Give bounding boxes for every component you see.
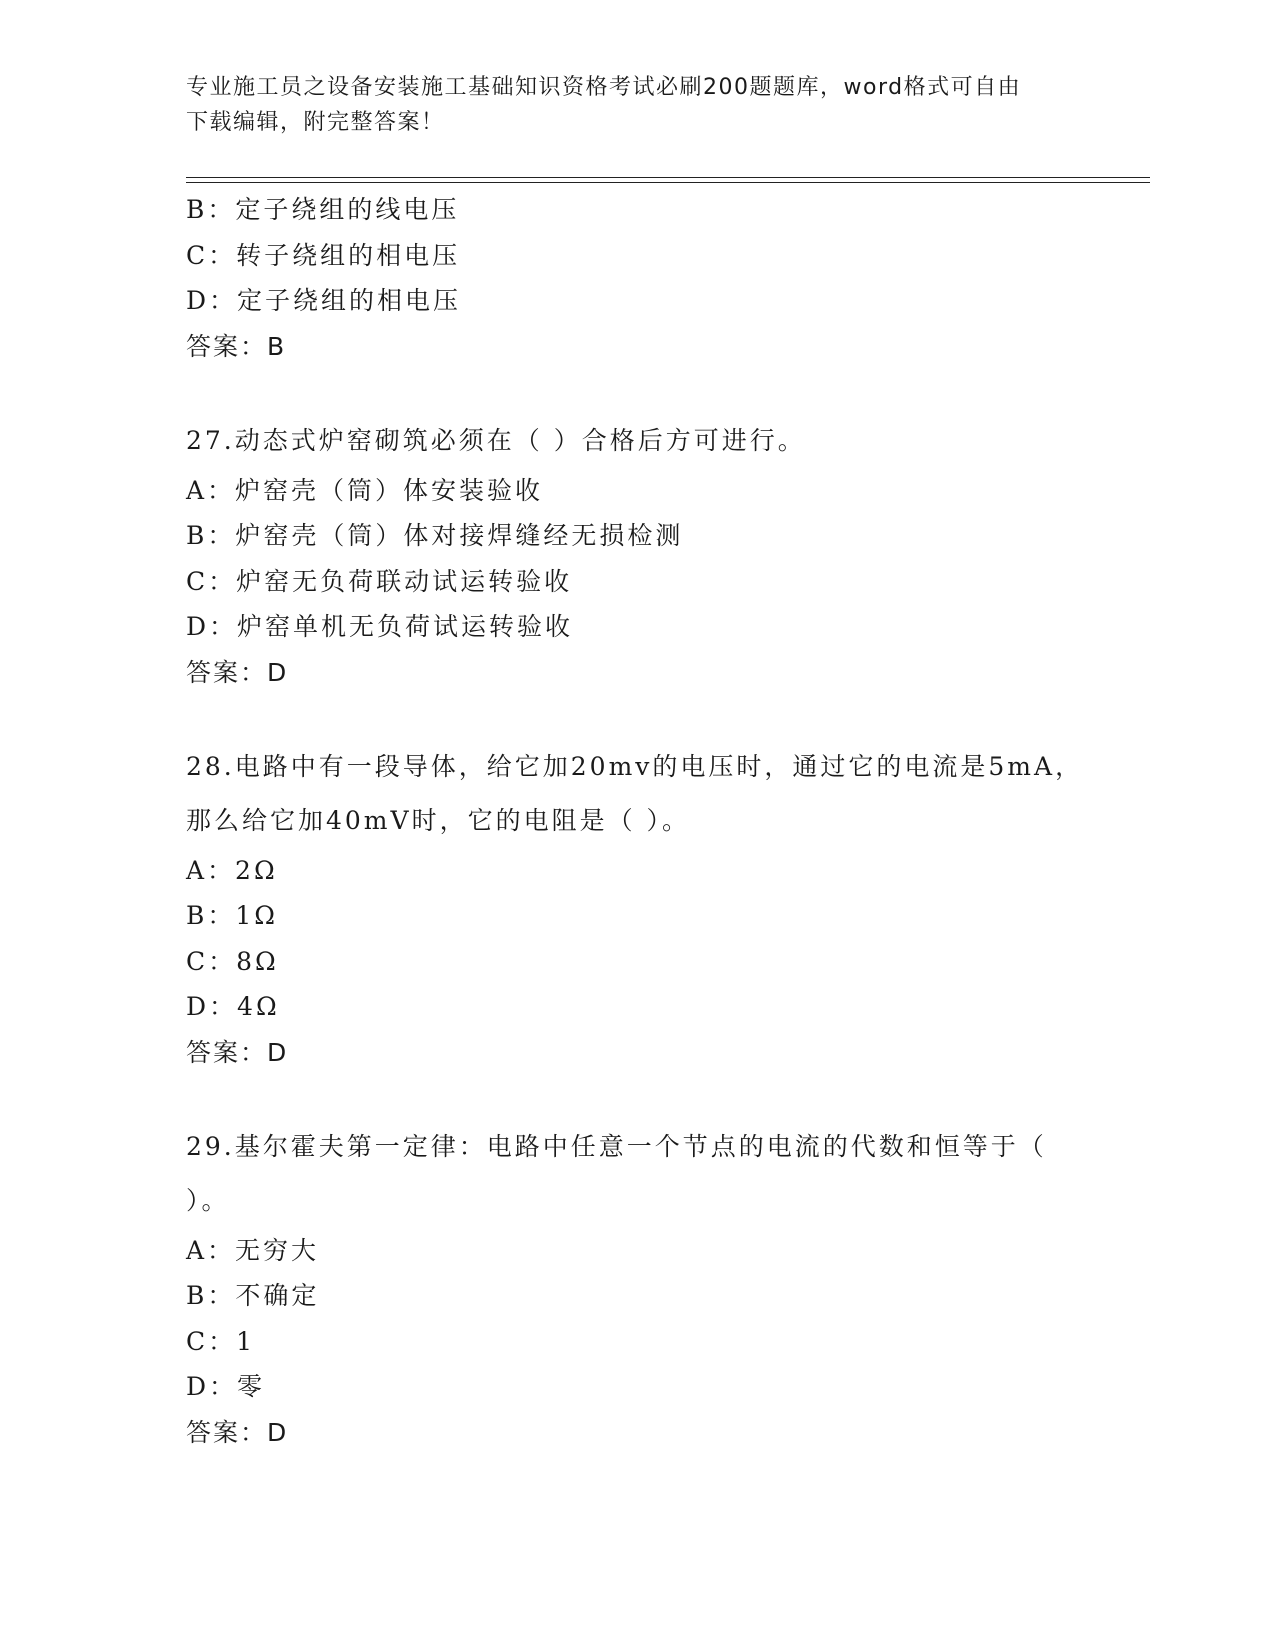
question-text-continued: ）。: [186, 1185, 230, 1215]
header-line-1: 专业施工员之设备安装施工基础知识资格考试必刷200题题库，word格式可自由: [186, 75, 1022, 100]
question-text: 29.基尔霍夫第一定律：电路中任意一个节点的电流的代数和恒等于（: [186, 1131, 1047, 1161]
option-c: C：8Ω: [186, 946, 279, 976]
option-c: C：转子绕组的相电压: [186, 240, 461, 270]
option-d: D：4Ω: [186, 992, 280, 1021]
option-a: A：炉窑壳（筒）体安装验收: [186, 475, 544, 505]
option-b: B：不确定: [186, 1281, 320, 1310]
question-29: [186, 1120, 1066, 1456]
option-d: D：炉窑单机无负荷试运转验收: [186, 612, 574, 641]
option-c: C：炉窑无负荷联动试运转验收: [186, 566, 573, 596]
question-text: 28.电路中有一段导体，给它加20mv的电压时，通过它的电流是5mA，: [186, 751, 1084, 781]
option-d: D：定子绕组的相电压: [186, 286, 462, 315]
answer-line: 答案：D: [186, 1417, 289, 1447]
header-divider-bottom: [186, 182, 1150, 183]
question-27: [186, 414, 1066, 696]
header-line-2: 下载编辑，附完整答案！: [186, 110, 445, 135]
option-c: C：1: [186, 1326, 256, 1356]
question-list: [186, 187, 1084, 1456]
question-text: 27.动态式炉窑砌筑必须在（ ）合格后方可进行。: [186, 425, 806, 455]
header-divider-top: [186, 177, 1150, 178]
option-b: B：1Ω: [186, 901, 279, 930]
question-28: [186, 740, 1084, 1076]
answer-line: 答案：B: [186, 331, 287, 361]
answer-line: 答案：D: [186, 657, 289, 687]
document-header: [186, 70, 1066, 140]
option-a: A：无穷大: [186, 1235, 320, 1265]
question-26-continued: [186, 187, 1066, 370]
option-d: D：零: [186, 1372, 266, 1401]
question-text-continued: 那么给它加40mV时，它的电阻是（ ）。: [186, 805, 691, 835]
option-b: B：炉窑壳（筒）体对接焊缝经无损检测: [186, 521, 684, 550]
answer-line: 答案：D: [186, 1037, 289, 1067]
option-b: B：定子绕组的线电压: [186, 195, 460, 224]
option-a: A：2Ω: [186, 855, 278, 885]
